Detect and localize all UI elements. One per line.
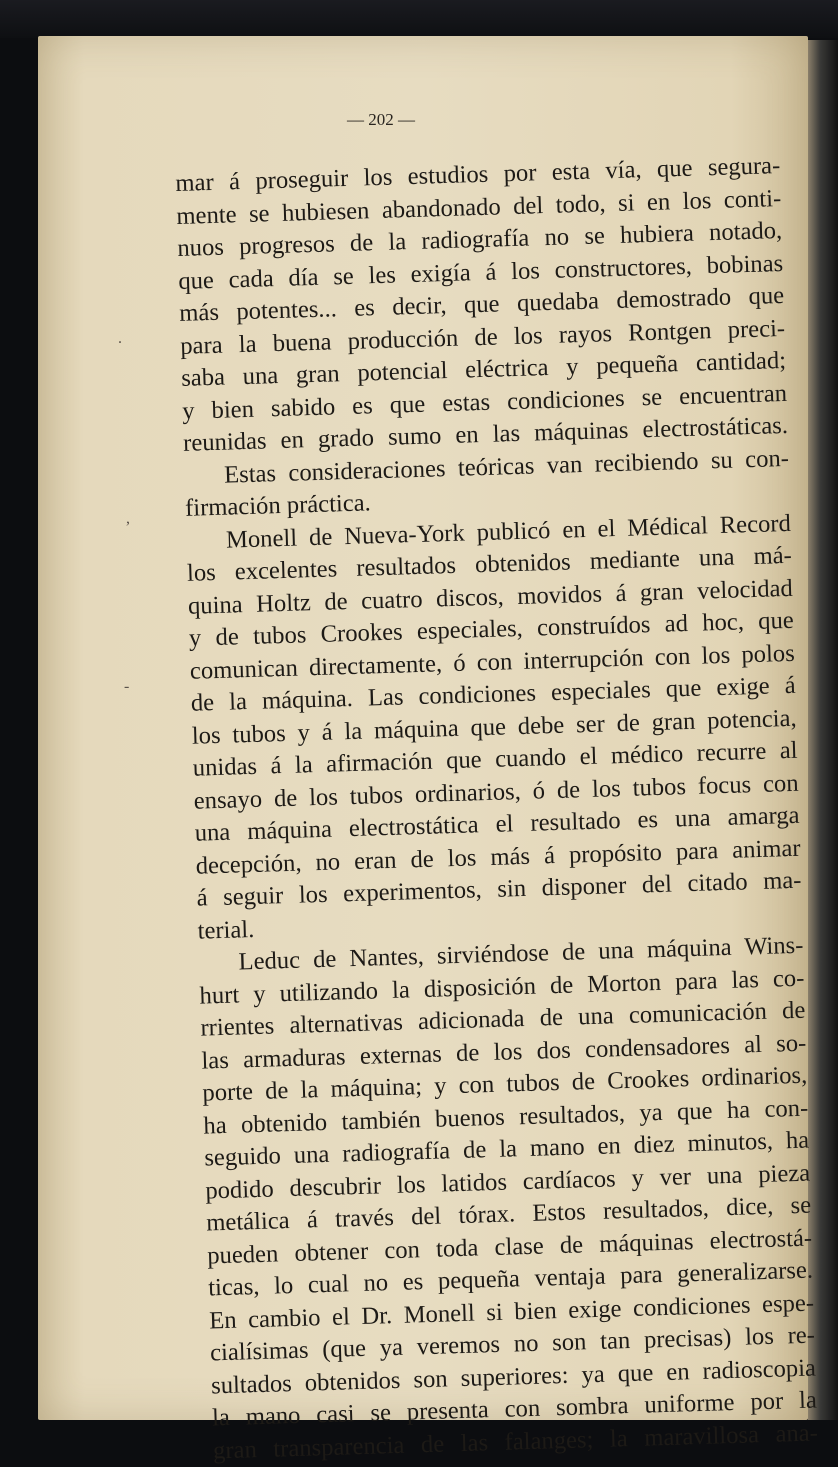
text-line: ha obtenido también buenos resultados, ya que ha con- — [203, 1094, 809, 1140]
text-line: metálica á través del tórax. Estos resultados, dice, se — [205, 1191, 812, 1237]
text-line: que cada día se les exigía á los constructores, bobinas — [177, 249, 784, 295]
text-line: mente se hubiesen abandonado del todo, si en los conti- — [176, 184, 782, 230]
scan-top-edge — [0, 0, 838, 38]
margin-mark: . — [118, 330, 122, 347]
text-line: los tubos y á la máquina que debe ser de gran potencia, — [191, 704, 797, 750]
text-line: de la máquina. Las condiciones especiales que exige á — [190, 671, 797, 717]
text-line: rrientes alternativas adicionada de una comunicación de — [200, 996, 806, 1042]
text-line: decepción, no eran de los más á propósito para animar — [195, 834, 801, 880]
text-line: hurt y utilizando la disposición de Morton para las co- — [199, 964, 805, 1010]
text-line: pueden obtener con toda clase de máquinas electrostá- — [206, 1224, 813, 1270]
text-line: para la buena producción de los rayos Rontgen preci- — [179, 314, 786, 360]
text-line: las armaduras externas de los dos condensadores al so- — [201, 1029, 807, 1075]
text-line: En cambio el Dr. Monell si bien exige condiciones espe- — [208, 1289, 815, 1334]
text-line: gran transparencia de las falanges; la maravillosa ana- — [212, 1418, 819, 1464]
text-line: podido descubrir los latidos cardíacos y ver una pieza — [204, 1159, 811, 1205]
text-line: unidas á la afirmación que cuando el médico recurre al — [192, 736, 798, 782]
text-line: reunidas en grado sumo en las máquinas electrostáticas. — [182, 411, 789, 457]
text-line: á seguir los experimentos, sin disponer del citado ma- — [196, 866, 802, 912]
text-line: más potentes... es decir, que quedaba demostrado que — [178, 281, 785, 327]
margin-mark: - — [124, 678, 130, 695]
text-line: nuos progresos de la radiografía no se hubiera notado, — [176, 217, 783, 262]
text-line: Monell de Nueva-York publicó en el Médical Record — [225, 509, 792, 554]
text-line: quina Holtz de cuatro discos, movidos á gran velocidad — [187, 574, 794, 620]
margin-mark: , — [126, 510, 130, 527]
text-line: Leduc de Nantes, sirviéndose de una máquina Wins- — [238, 931, 804, 976]
text-line: ticas, lo cual no es pequeña ventaja para generalizarse. — [207, 1256, 814, 1302]
text-line: sultados obtenidos son superiores: ya que en radioscopia — [210, 1354, 817, 1399]
text-line: los excelentes resultados obtenidos mediante una má- — [186, 541, 793, 587]
body-text — [175, 150, 818, 1467]
page-number-header: — 202 — — [347, 110, 415, 129]
text-line: saba una gran potencial eléctrica y pequeña cantidad; — [180, 346, 787, 392]
text-line: una máquina electrostática el resultado es una amarga — [194, 801, 800, 847]
text-line: y de tubos Crookes especiales, construídos ad hoc, que — [188, 606, 795, 652]
text-line: firmación práctica. — [184, 489, 372, 522]
text-line: seguido una radiografía de la mano en diez minutos, ha — [203, 1126, 810, 1172]
text-line: Estas consideraciones teóricas van recibiendo su con- — [223, 444, 790, 489]
text-line: ensayo de los tubos ordinarios, ó de los tubos focus con — [193, 769, 799, 815]
book-spine-edge — [808, 40, 838, 1420]
text-line: cialísimas (que ya veremos no son tan precisas) los re- — [209, 1321, 816, 1367]
text-line: mar á proseguir los estudios por esta vía, que segura- — [175, 152, 781, 197]
text-line: porte de la máquina; y con tubos de Crookes ordinarios, — [202, 1061, 808, 1107]
text-line: y bien sabido es que estas condiciones se encuentran — [181, 379, 788, 425]
text-line: comunican directamente, ó con interrupción con los polos — [189, 639, 796, 685]
text-line: la mano casi se presenta con sombra uniforme por la — [211, 1386, 818, 1432]
text-line: terial. — [197, 915, 255, 945]
